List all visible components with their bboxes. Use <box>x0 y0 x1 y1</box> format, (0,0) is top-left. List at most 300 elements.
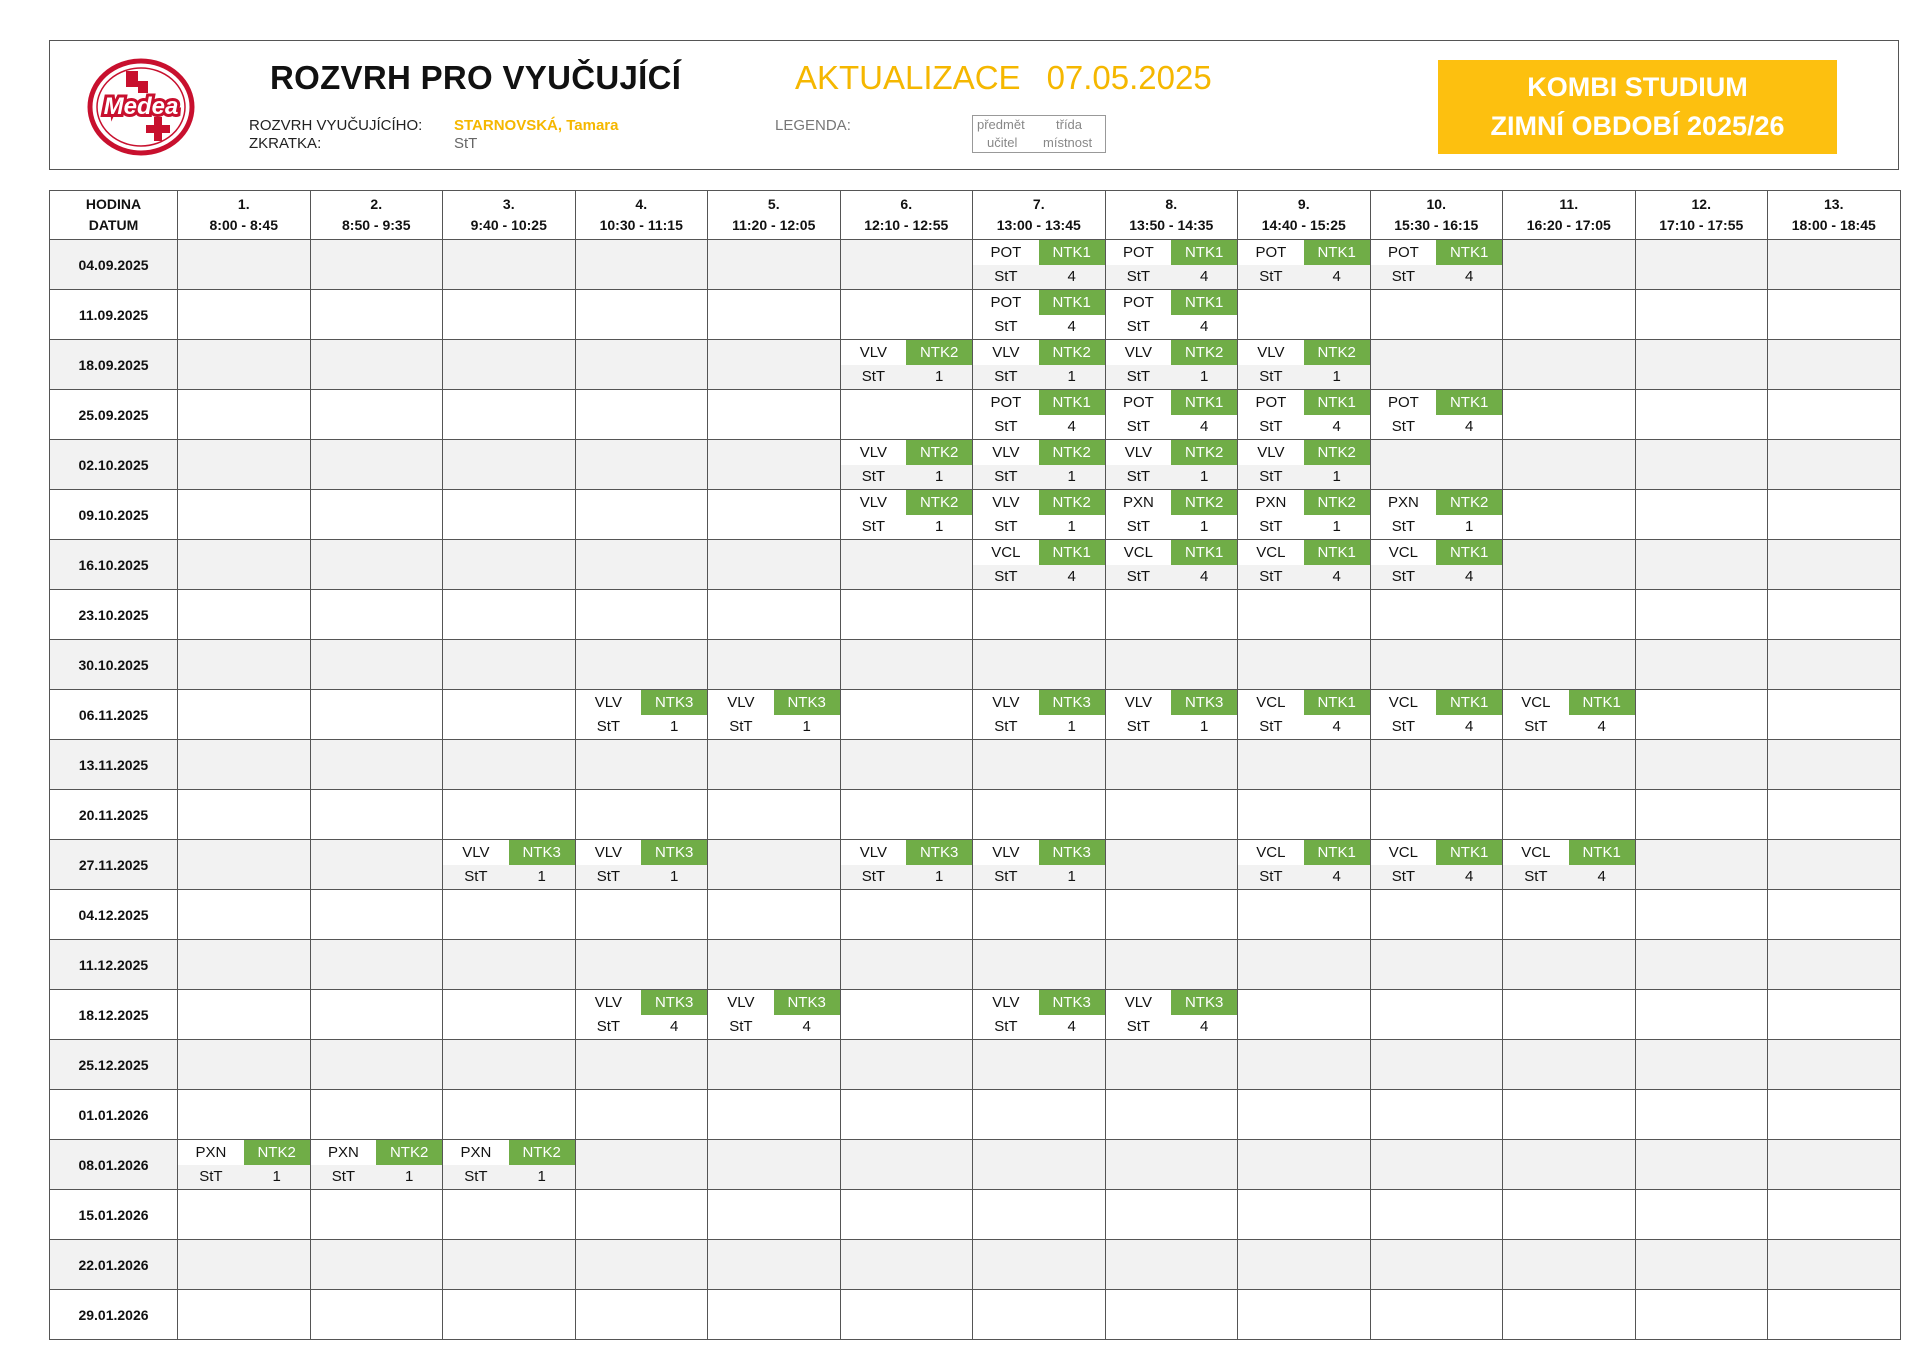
empty-cell <box>443 490 576 540</box>
empty-cell <box>1370 940 1503 990</box>
period-header <box>708 191 841 240</box>
lesson-block <box>1238 840 1370 889</box>
lesson-room: 4 <box>1067 318 1076 335</box>
lesson-teacher: StT <box>464 868 488 885</box>
lesson-class: NTK1 <box>1039 240 1105 265</box>
lesson-block <box>1238 490 1370 539</box>
empty-cell <box>1370 1090 1503 1140</box>
date-cell: 30.10.2025 <box>50 640 178 690</box>
empty-cell <box>1370 790 1503 840</box>
lesson-cell <box>840 840 973 890</box>
lesson-room: 1 <box>537 868 546 885</box>
lesson-room: 1 <box>1067 518 1076 535</box>
empty-cell <box>443 940 576 990</box>
empty-cell <box>178 1090 311 1140</box>
lesson-teacher: StT <box>1126 468 1151 485</box>
empty-cell <box>1503 940 1636 990</box>
lesson-room: 1 <box>802 718 811 735</box>
table-row <box>50 1290 1901 1340</box>
lesson-room: 4 <box>1067 268 1076 285</box>
empty-cell <box>708 290 841 340</box>
lesson-cell <box>1503 690 1636 740</box>
lesson-teacher: StT <box>1391 518 1416 535</box>
lesson-class: NTK2 <box>906 440 972 465</box>
lesson-subject: POT <box>1371 240 1437 265</box>
lesson-block <box>841 840 973 889</box>
empty-cell <box>1370 440 1503 490</box>
medea-logo <box>86 57 196 157</box>
lesson-class: NTK3 <box>1039 690 1105 715</box>
date-cell: 04.09.2025 <box>50 240 178 290</box>
empty-cell <box>1503 990 1636 1040</box>
lesson-room: 4 <box>1067 418 1076 435</box>
lesson-teacher: StT <box>1259 868 1283 885</box>
period-time: 8:00 - 8:45 <box>209 217 278 233</box>
empty-cell <box>1768 840 1901 890</box>
empty-cell <box>708 1290 841 1340</box>
empty-cell <box>1370 340 1503 390</box>
date-cell: 13.11.2025 <box>50 740 178 790</box>
table-row <box>50 690 1901 740</box>
empty-cell <box>1768 1240 1901 1290</box>
lesson-cell <box>1370 690 1503 740</box>
empty-cell <box>1503 1040 1636 1090</box>
empty-cell <box>575 490 708 540</box>
lesson-subject: VLV <box>576 840 642 865</box>
lesson-room: 4 <box>1067 568 1076 585</box>
lesson-teacher: StT <box>1391 418 1416 435</box>
empty-cell <box>1370 290 1503 340</box>
empty-cell <box>443 290 576 340</box>
lesson-cell <box>1503 840 1636 890</box>
lesson-subject: VLV <box>708 990 774 1015</box>
lesson-room: 4 <box>1199 568 1209 585</box>
empty-cell <box>1503 740 1636 790</box>
empty-cell <box>1238 1240 1371 1290</box>
empty-cell <box>1635 340 1768 390</box>
lesson-class: NTK3 <box>1039 840 1105 865</box>
empty-cell <box>1238 640 1371 690</box>
lesson-room: 1 <box>934 518 944 535</box>
header-row <box>50 191 1901 240</box>
empty-cell <box>443 540 576 590</box>
lesson-class: NTK2 <box>906 490 972 515</box>
lesson-block <box>1238 390 1370 439</box>
lesson-cell <box>840 440 973 490</box>
table-row <box>50 540 1901 590</box>
lesson-teacher: StT <box>994 368 1018 385</box>
lesson-teacher: StT <box>861 368 886 385</box>
lesson-subject: VLV <box>841 490 907 515</box>
lesson-class: NTK1 <box>1569 840 1635 865</box>
legend-label: LEGENDA: <box>775 117 851 134</box>
empty-cell <box>708 1040 841 1090</box>
empty-cell <box>443 1190 576 1240</box>
empty-cell <box>1768 540 1901 590</box>
lesson-teacher: StT <box>994 268 1018 285</box>
period-header <box>178 191 311 240</box>
lesson-room: 4 <box>1199 318 1209 335</box>
empty-cell <box>1503 490 1636 540</box>
period-time: 8:50 - 9:35 <box>342 217 411 233</box>
date-cell: 23.10.2025 <box>50 590 178 640</box>
empty-cell <box>1635 640 1768 690</box>
lesson-teacher: StT <box>1391 268 1416 285</box>
empty-cell <box>443 390 576 440</box>
date-cell: 29.01.2026 <box>50 1290 178 1340</box>
lesson-cell <box>1105 290 1238 340</box>
period-header <box>1768 191 1901 240</box>
empty-cell <box>1503 1290 1636 1340</box>
empty-cell <box>840 790 973 840</box>
lesson-block <box>1106 240 1238 289</box>
empty-cell <box>1635 690 1768 740</box>
date-cell: 08.01.2026 <box>50 1140 178 1190</box>
lesson-subject: PXN <box>1371 490 1437 515</box>
lesson-room: 1 <box>934 868 944 885</box>
lesson-teacher: StT <box>1259 468 1283 485</box>
empty-cell <box>1105 1190 1238 1240</box>
lesson-room: 1 <box>934 468 944 485</box>
empty-cell <box>310 890 443 940</box>
table-row <box>50 1090 1901 1140</box>
date-cell: 22.01.2026 <box>50 1240 178 1290</box>
empty-cell <box>1768 340 1901 390</box>
lesson-cell <box>840 490 973 540</box>
empty-cell <box>973 790 1106 840</box>
lesson-subject: POT <box>1106 240 1172 265</box>
lesson-cell <box>973 440 1106 490</box>
empty-cell <box>973 1190 1106 1240</box>
lesson-room: 1 <box>1332 518 1341 535</box>
date-cell: 20.11.2025 <box>50 790 178 840</box>
empty-cell <box>1768 590 1901 640</box>
table-row <box>50 340 1901 390</box>
empty-cell <box>443 790 576 840</box>
lesson-teacher: StT <box>729 1018 753 1035</box>
lesson-teacher: StT <box>199 1168 223 1185</box>
empty-cell <box>1105 890 1238 940</box>
lesson-cell <box>1238 340 1371 390</box>
empty-cell <box>973 1290 1106 1340</box>
lesson-block <box>973 490 1105 539</box>
period-time: 15:30 - 16:15 <box>1394 217 1479 233</box>
teacher-name: STARNOVSKÁ, Tamara <box>454 117 619 134</box>
table-row <box>50 1140 1901 1190</box>
empty-cell <box>1768 1090 1901 1140</box>
lesson-class: NTK2 <box>376 1140 442 1165</box>
table-row <box>50 1190 1901 1240</box>
empty-cell <box>1768 1190 1901 1240</box>
empty-cell <box>1635 540 1768 590</box>
lesson-class: NTK3 <box>1171 990 1237 1015</box>
empty-cell <box>1768 690 1901 740</box>
lesson-class: NTK2 <box>1039 340 1105 365</box>
empty-cell <box>178 790 311 840</box>
empty-cell <box>1768 240 1901 290</box>
lesson-cell <box>973 490 1106 540</box>
date-cell: 27.11.2025 <box>50 840 178 890</box>
lesson-block <box>973 240 1105 289</box>
empty-cell <box>1370 990 1503 1040</box>
empty-cell <box>310 640 443 690</box>
empty-cell <box>1503 390 1636 440</box>
empty-cell <box>443 1240 576 1290</box>
empty-cell <box>708 440 841 490</box>
lesson-cell <box>973 990 1106 1040</box>
empty-cell <box>708 740 841 790</box>
lesson-class: NTK1 <box>1304 240 1370 265</box>
lesson-subject: VLV <box>841 440 907 465</box>
empty-cell <box>1238 1290 1371 1340</box>
lesson-teacher: StT <box>1259 568 1283 585</box>
lesson-block <box>576 990 708 1039</box>
empty-cell <box>973 1240 1106 1290</box>
empty-cell <box>1105 1090 1238 1140</box>
empty-cell <box>1238 1090 1371 1140</box>
lesson-cell <box>1370 840 1503 890</box>
lesson-room: 4 <box>1332 718 1341 735</box>
empty-cell <box>708 590 841 640</box>
empty-cell <box>575 390 708 440</box>
lesson-class: NTK3 <box>774 690 840 715</box>
lesson-room: 1 <box>1067 718 1076 735</box>
empty-cell <box>575 540 708 590</box>
legend-class: třída <box>1056 117 1083 132</box>
empty-cell <box>708 640 841 690</box>
empty-cell <box>575 1040 708 1090</box>
lesson-teacher: StT <box>1126 418 1151 435</box>
lesson-cell <box>443 1140 576 1190</box>
lesson-teacher: StT <box>464 1168 488 1185</box>
date-cell: 01.01.2026 <box>50 1090 178 1140</box>
empty-cell <box>310 390 443 440</box>
empty-cell <box>1503 1190 1636 1240</box>
empty-cell <box>1238 1190 1371 1240</box>
lesson-teacher: StT <box>1259 268 1283 285</box>
empty-cell <box>1635 940 1768 990</box>
empty-cell <box>1370 890 1503 940</box>
empty-cell <box>575 340 708 390</box>
lesson-block <box>1106 340 1238 389</box>
empty-cell <box>178 440 311 490</box>
lesson-class: NTK3 <box>1039 990 1105 1015</box>
lesson-subject: VLV <box>1238 440 1304 465</box>
date-cell: 25.12.2025 <box>50 1040 178 1090</box>
lesson-block <box>1106 540 1238 589</box>
legend-box <box>972 115 1106 153</box>
empty-cell <box>1503 1240 1636 1290</box>
period-number: 10. <box>1426 196 1446 212</box>
lesson-subject: VLV <box>973 340 1039 365</box>
lesson-subject: VLV <box>1238 340 1304 365</box>
period-header <box>310 191 443 240</box>
lesson-subject: POT <box>1106 390 1172 415</box>
lesson-class: NTK1 <box>1436 540 1502 565</box>
page-title: ROZVRH PRO VYUČUJÍCÍ <box>270 59 682 96</box>
lesson-block <box>1503 690 1635 739</box>
period-time: 13:50 - 14:35 <box>1129 217 1214 233</box>
empty-cell <box>708 940 841 990</box>
lesson-block <box>1371 240 1503 289</box>
table-row <box>50 390 1901 440</box>
empty-cell <box>708 1240 841 1290</box>
lesson-subject: VCL <box>973 540 1039 565</box>
period-header <box>1238 191 1371 240</box>
table-row <box>50 290 1901 340</box>
empty-cell <box>310 1290 443 1340</box>
lesson-teacher: StT <box>729 718 753 735</box>
lesson-class: NTK3 <box>641 690 707 715</box>
empty-cell <box>178 840 311 890</box>
lesson-block <box>973 990 1105 1039</box>
corner-header <box>50 191 178 240</box>
empty-cell <box>443 1040 576 1090</box>
empty-cell <box>1238 790 1371 840</box>
lesson-class: NTK1 <box>1436 390 1502 415</box>
empty-cell <box>575 590 708 640</box>
lesson-cell <box>443 840 576 890</box>
lesson-cell <box>1238 840 1371 890</box>
lesson-teacher: StT <box>1259 518 1283 535</box>
legend-teacher: učitel <box>987 135 1018 150</box>
lesson-block <box>1238 240 1370 289</box>
lesson-teacher: StT <box>861 868 886 885</box>
lesson-block <box>973 540 1105 589</box>
lesson-class: NTK2 <box>906 340 972 365</box>
empty-cell <box>443 740 576 790</box>
lesson-cell <box>1105 440 1238 490</box>
period-number: 12. <box>1691 196 1711 212</box>
schedule-header <box>49 40 1899 170</box>
lesson-class: NTK1 <box>1569 690 1635 715</box>
lesson-class: NTK3 <box>641 840 707 865</box>
lesson-block <box>1371 540 1503 589</box>
table-row <box>50 790 1901 840</box>
empty-cell <box>1105 790 1238 840</box>
empty-cell <box>1503 540 1636 590</box>
lesson-cell <box>973 390 1106 440</box>
lesson-subject: POT <box>1371 390 1437 415</box>
lesson-cell <box>1238 240 1371 290</box>
period-time: 9:40 - 10:25 <box>470 217 547 233</box>
lesson-teacher: StT <box>1126 568 1151 585</box>
empty-cell <box>708 790 841 840</box>
empty-cell <box>575 240 708 290</box>
lesson-class: NTK1 <box>1039 540 1105 565</box>
lesson-block <box>841 440 973 489</box>
lesson-subject: VLV <box>1106 690 1172 715</box>
badge-line-1: KOMBI STUDIUM <box>1527 72 1748 102</box>
lesson-block <box>576 840 708 889</box>
date-cell: 02.10.2025 <box>50 440 178 490</box>
period-time: 18:00 - 18:45 <box>1791 217 1876 233</box>
empty-cell <box>1635 590 1768 640</box>
lesson-block <box>443 1140 575 1189</box>
lesson-class: NTK1 <box>1304 540 1370 565</box>
table-row <box>50 240 1901 290</box>
lesson-room: 1 <box>1199 468 1209 485</box>
empty-cell <box>1370 1140 1503 1190</box>
table-row <box>50 840 1901 890</box>
lesson-cell <box>1105 340 1238 390</box>
empty-cell <box>443 640 576 690</box>
empty-cell <box>178 1240 311 1290</box>
date-cell: 11.09.2025 <box>50 290 178 340</box>
date-cell: 15.01.2026 <box>50 1190 178 1240</box>
lesson-subject: POT <box>973 290 1039 315</box>
lesson-class: NTK1 <box>1436 240 1502 265</box>
date-cell: 18.09.2025 <box>50 340 178 390</box>
period-number: 8. <box>1165 196 1178 212</box>
lesson-teacher: StT <box>1126 718 1151 735</box>
lesson-cell <box>1370 490 1503 540</box>
lesson-teacher: StT <box>1126 518 1151 535</box>
schedule-table <box>49 190 1901 1340</box>
lesson-subject: VCL <box>1371 540 1437 565</box>
empty-cell <box>1635 290 1768 340</box>
lesson-cell <box>973 690 1106 740</box>
period-header <box>1370 191 1503 240</box>
period-time: 11:20 - 12:05 <box>732 217 816 233</box>
empty-cell <box>310 1040 443 1090</box>
empty-cell <box>1370 1240 1503 1290</box>
lesson-subject: VLV <box>973 990 1039 1015</box>
empty-cell <box>1635 1090 1768 1140</box>
period-time: 16:20 - 17:05 <box>1526 217 1611 233</box>
lesson-subject: VCL <box>1503 690 1569 715</box>
lesson-teacher: StT <box>994 418 1018 435</box>
abbr-label: ZKRATKA: <box>249 135 322 152</box>
lesson-teacher: StT <box>1259 718 1283 735</box>
lesson-room: 4 <box>669 1018 679 1035</box>
lesson-class: NTK2 <box>1171 440 1237 465</box>
lesson-subject: VCL <box>1503 840 1569 865</box>
lesson-subject: VCL <box>1371 690 1437 715</box>
corner-top: HODINA <box>85 196 142 212</box>
period-number: 3. <box>502 196 515 212</box>
empty-cell <box>1238 990 1371 1040</box>
lesson-cell <box>1238 690 1371 740</box>
empty-cell <box>178 940 311 990</box>
empty-cell <box>1370 590 1503 640</box>
lesson-room: 1 <box>1332 468 1341 485</box>
lesson-room: 1 <box>1067 868 1076 885</box>
table-row <box>50 940 1901 990</box>
lesson-block <box>1106 490 1238 539</box>
empty-cell <box>310 740 443 790</box>
lesson-teacher: StT <box>994 1018 1018 1035</box>
abbr-value: StT <box>454 135 478 152</box>
empty-cell <box>708 240 841 290</box>
empty-cell <box>178 640 311 690</box>
empty-cell <box>1370 1290 1503 1340</box>
lesson-block <box>973 290 1105 339</box>
lesson-class: NTK3 <box>641 990 707 1015</box>
empty-cell <box>840 540 973 590</box>
empty-cell <box>1370 740 1503 790</box>
lesson-block <box>1106 440 1238 489</box>
empty-cell <box>310 840 443 890</box>
empty-cell <box>840 1190 973 1240</box>
empty-cell <box>708 390 841 440</box>
lesson-subject: VLV <box>1106 990 1172 1015</box>
lesson-block <box>1371 390 1503 439</box>
lesson-cell <box>1238 440 1371 490</box>
lesson-room: 4 <box>1199 268 1209 285</box>
empty-cell <box>443 440 576 490</box>
lesson-block <box>1106 290 1238 339</box>
